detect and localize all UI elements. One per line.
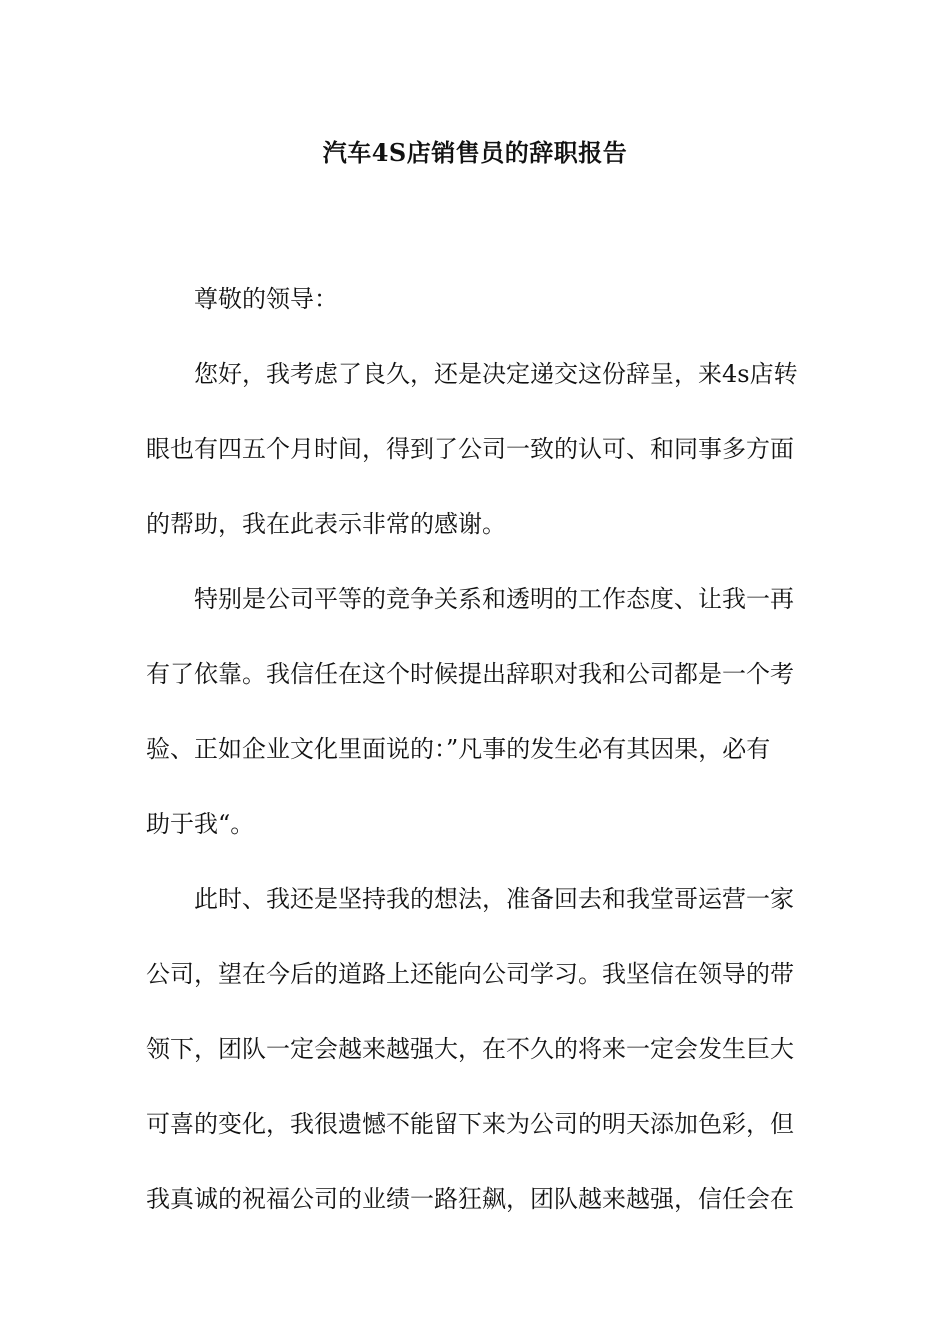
text-line: 此时、我还是坚持我的想法，准备回去和我堂哥运营一家 [194,885,794,913]
text-line: 可喜的变化，我很遗憾不能留下来为公司的明天添加色彩，但 [146,1110,794,1138]
text-line: 尊敬的领导： [194,285,338,313]
text-line: 您好，我考虑了良久，还是决定递交这份辞呈，来4s店转 [194,360,798,388]
text-line: 助于我“。 [146,810,255,838]
text-line: 我真诚的祝福公司的业绩一路狂飙，团队越来越强，信任会在 [146,1185,794,1213]
text-line: 验、正如企业文化里面说的：”凡事的发生必有其因果，必有 [146,735,771,763]
text-line: 眼也有四五个月时间，得到了公司一致的认可、和同事多方面 [146,435,794,463]
text-line: 特别是公司平等的竞争关系和透明的工作态度、让我一再 [194,585,794,613]
text-line: 有了依靠。我信任在这个时候提出辞职对我和公司都是一个考 [146,660,794,688]
text-line: 的帮助，我在此表示非常的感谢。 [146,510,506,538]
text-line: 公司，望在今后的道路上还能向公司学习。我坚信在领导的带 [146,960,794,988]
document-body [146,262,806,1237]
document-title: 汽车4S店销售员的辞职报告 [322,138,628,167]
text-line: 领下，团队一定会越来越强大，在不久的将来一定会发生巨大 [146,1035,794,1063]
